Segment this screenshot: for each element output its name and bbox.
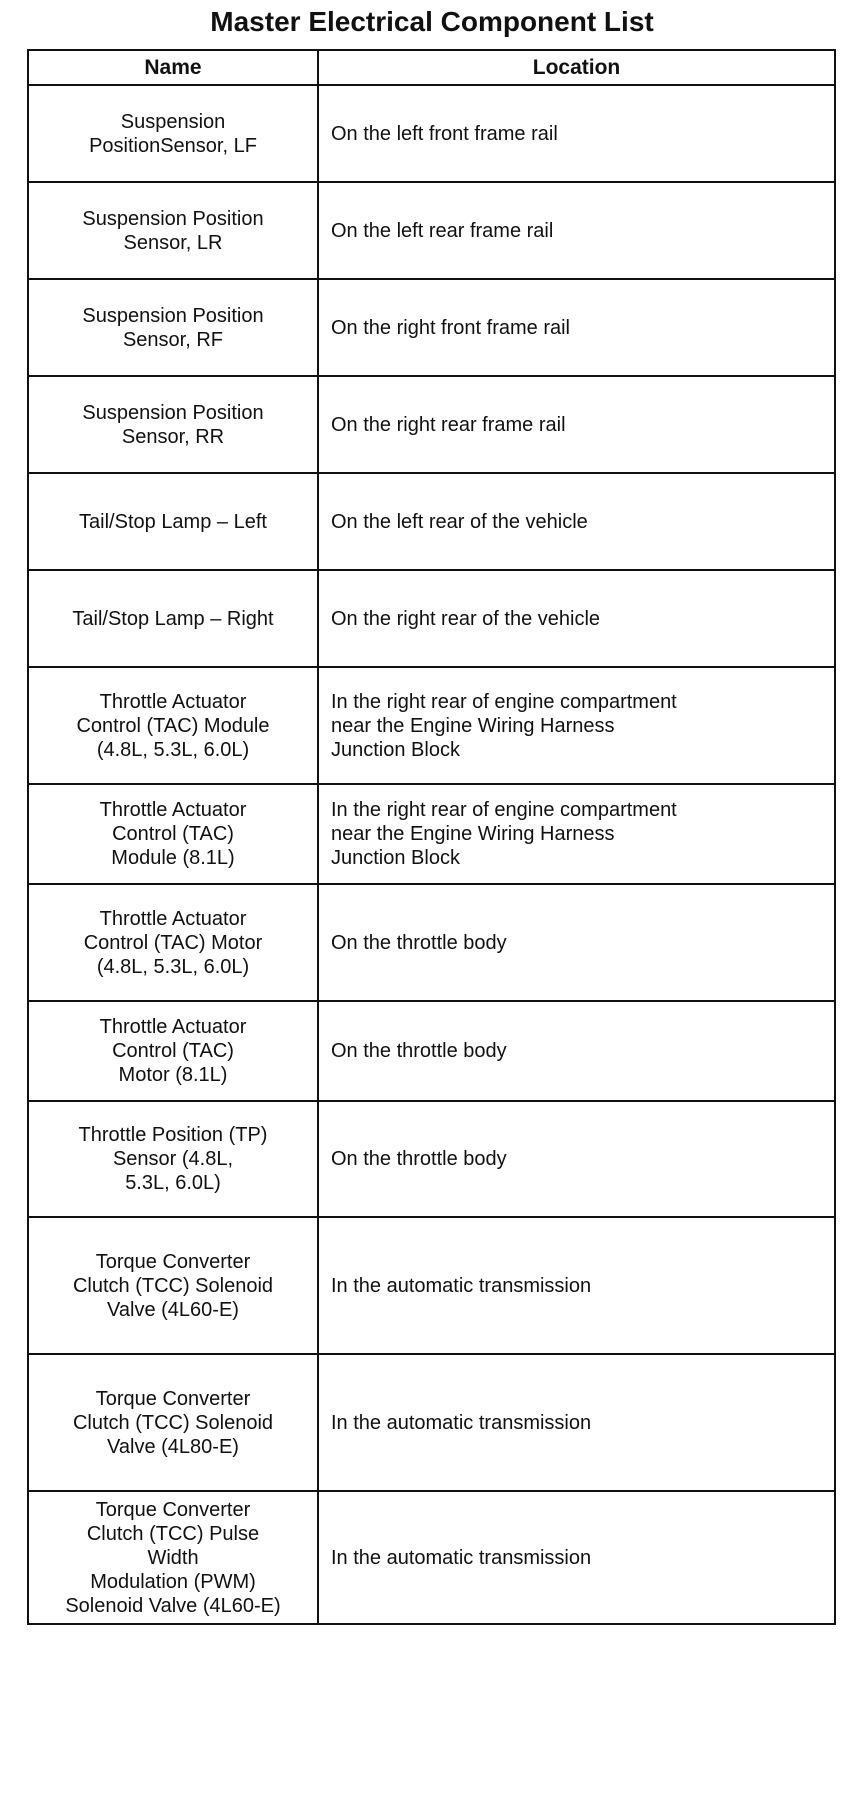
table-row <box>28 784 835 884</box>
table-header-row <box>28 50 835 85</box>
component-name: Suspension Position Sensor, LR <box>28 182 318 279</box>
component-location: On the right rear frame rail <box>318 376 835 473</box>
component-name: Torque Converter Clutch (TCC) Solenoid Valve (4L80-E) <box>28 1354 318 1491</box>
column-header-name: Name <box>28 50 318 85</box>
table-row <box>28 570 835 667</box>
table-row <box>28 279 835 376</box>
table-row <box>28 85 835 182</box>
component-name: Suspension Position Sensor, RR <box>28 376 318 473</box>
table-row <box>28 182 835 279</box>
component-location: In the automatic transmission <box>318 1491 835 1624</box>
table-row <box>28 1491 835 1624</box>
component-location: On the left rear of the vehicle <box>318 473 835 570</box>
component-location: In the right rear of engine compartment near the Engine Wiring Harness Junction Block <box>318 784 835 884</box>
page-title: Master Electrical Component List <box>210 6 654 37</box>
table-row <box>28 473 835 570</box>
component-name: Throttle Position (TP) Sensor (4.8L, 5.3L, 6.0L) <box>28 1101 318 1217</box>
table-row <box>28 1001 835 1101</box>
component-name: Throttle Actuator Control (TAC) Motor (4.8L, 5.3L, 6.0L) <box>28 884 318 1001</box>
component-location: In the right rear of engine compartment near the Engine Wiring Harness Junction Block <box>318 667 835 784</box>
component-name: Suspension PositionSensor, LF <box>28 85 318 182</box>
table-row <box>28 884 835 1001</box>
component-name: Throttle Actuator Control (TAC) Motor (8.1L) <box>28 1001 318 1101</box>
component-table <box>27 49 836 1625</box>
component-location: On the throttle body <box>318 1101 835 1217</box>
table-row <box>28 667 835 784</box>
column-header-location: Location <box>318 50 835 85</box>
table-row <box>28 1101 835 1217</box>
component-name: Suspension Position Sensor, RF <box>28 279 318 376</box>
component-location: On the throttle body <box>318 1001 835 1101</box>
component-name: Throttle Actuator Control (TAC) Module (4.8L, 5.3L, 6.0L) <box>28 667 318 784</box>
component-name: Tail/Stop Lamp – Left <box>28 473 318 570</box>
component-location: On the throttle body <box>318 884 835 1001</box>
component-name: Tail/Stop Lamp – Right <box>28 570 318 667</box>
component-location: In the automatic transmission <box>318 1217 835 1354</box>
component-location: On the right rear of the vehicle <box>318 570 835 667</box>
component-location: In the automatic transmission <box>318 1354 835 1491</box>
component-location: On the left rear frame rail <box>318 182 835 279</box>
component-location: On the right front frame rail <box>318 279 835 376</box>
table-row <box>28 376 835 473</box>
component-location: On the left front frame rail <box>318 85 835 182</box>
component-name: Throttle Actuator Control (TAC) Module (8.1L) <box>28 784 318 884</box>
table-row <box>28 1354 835 1491</box>
component-name: Torque Converter Clutch (TCC) Pulse Width Modulation (PWM) Solenoid Valve (4L60-E) <box>28 1491 318 1624</box>
component-name: Torque Converter Clutch (TCC) Solenoid Valve (4L60-E) <box>28 1217 318 1354</box>
table-row <box>28 1217 835 1354</box>
